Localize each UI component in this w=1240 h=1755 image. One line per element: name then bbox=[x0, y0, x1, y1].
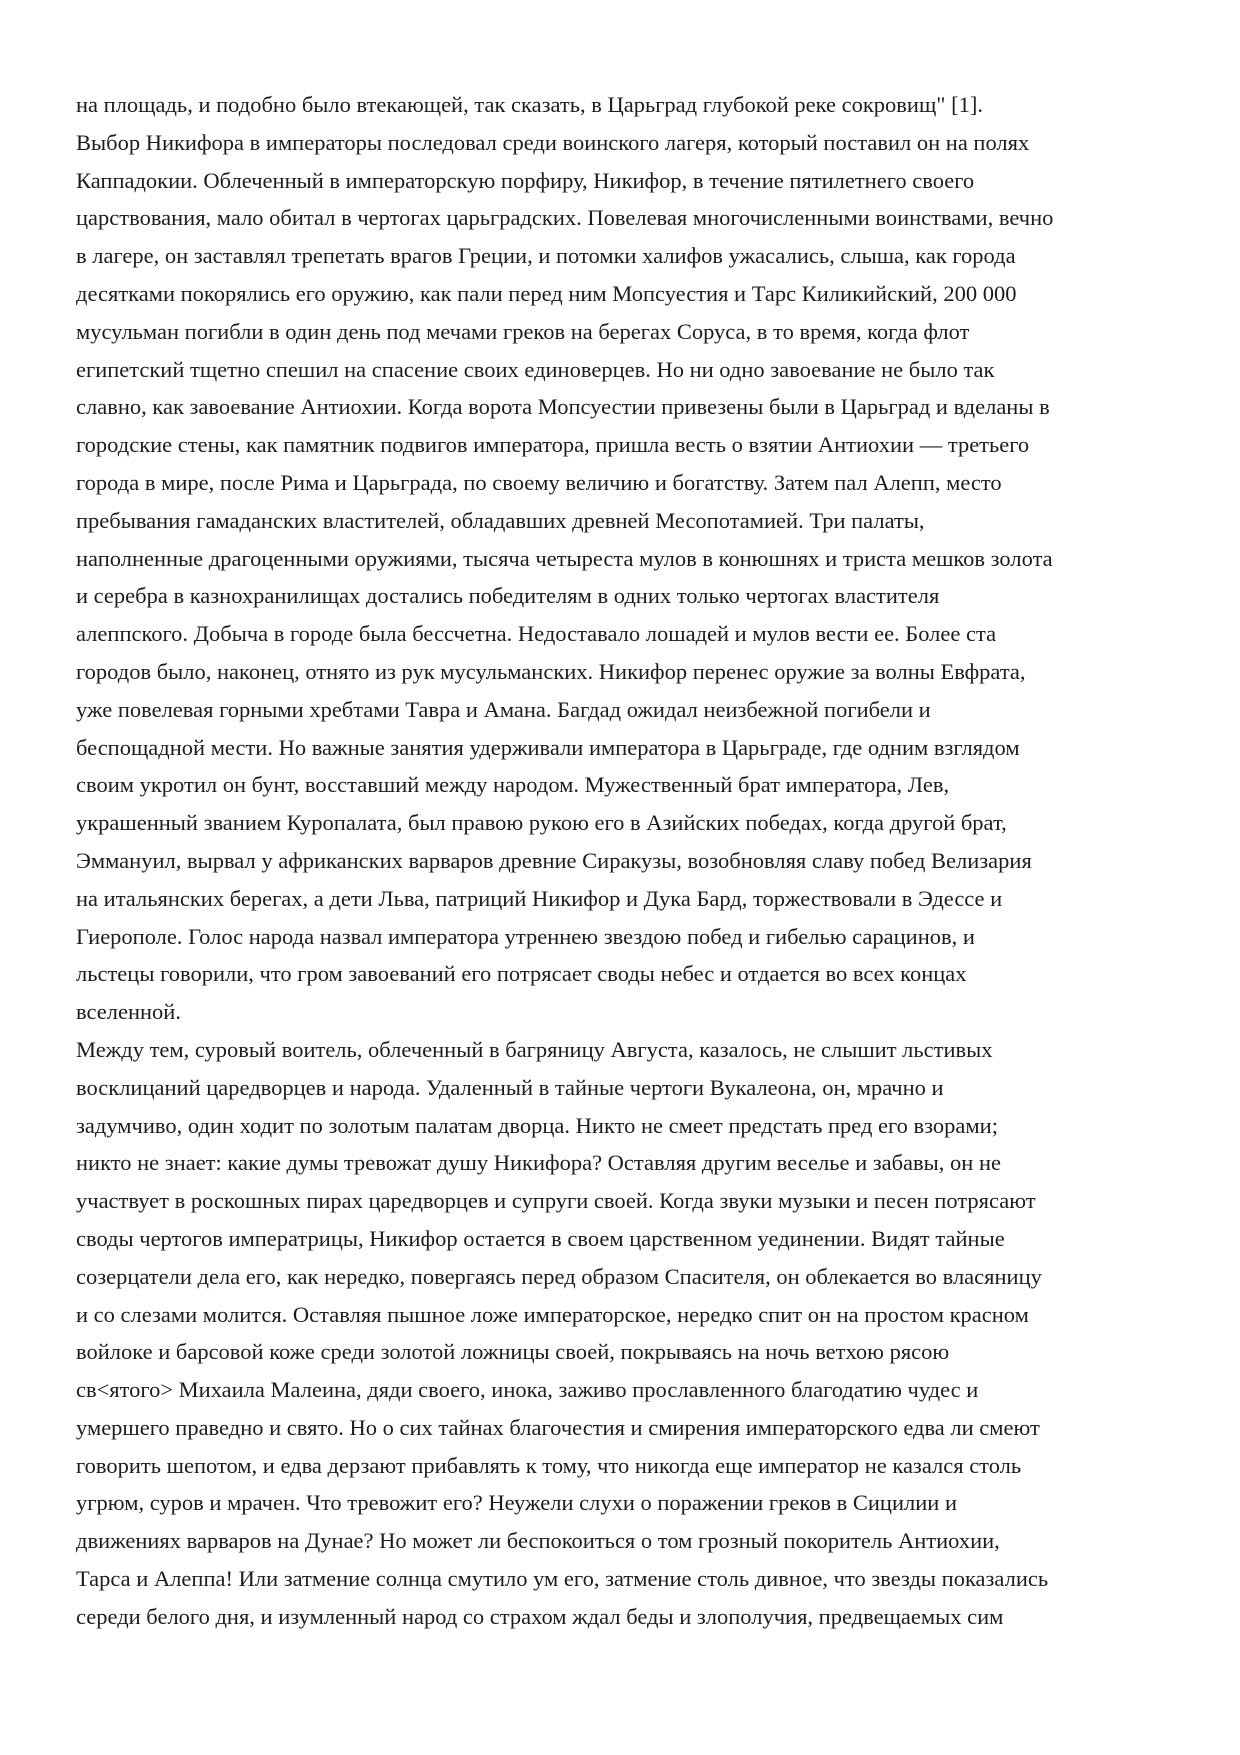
text-line: Каппадокии. Облеченный в императорскую порфиру, Никифор, в течение пятилетнего своего bbox=[76, 167, 975, 193]
text-line: восклицаний царедворцев и народа. Удаленный в тайные чертоги Вукалеона, он, мрачно и bbox=[76, 1074, 944, 1100]
text-line: угрюм, суров и мрачен. Что тревожит его? Неужели слухи о поражении греков в Сицилии и bbox=[76, 1490, 957, 1516]
text-line: царствования, мало обитал в чертогах царьградских. Повелевая многочисленными воинствами, вечно bbox=[76, 205, 1054, 231]
text-line: городов было, наконец, отнято из рук мусульманских. Никифор перенес оружие за волны Евфрата, bbox=[76, 658, 1026, 684]
text-line: вселенной. bbox=[76, 999, 181, 1025]
text-line: и со слезами молится. Оставляя пышное ложе императорское, нередко спит он на простом красном bbox=[76, 1301, 1029, 1327]
text-line: Выбор Никифора в императоры последовал среди воинского лагеря, который поставил он на полях bbox=[76, 129, 1030, 155]
text-line: никто не знает: какие думы тревожат душу Никифора? Оставляя другим веселье и забавы, он не bbox=[76, 1150, 1001, 1176]
text-line: середи белого дня, и изумленный народ со страхом ждал беды и злополучия, предвещаемых сим bbox=[76, 1603, 1004, 1629]
text-line: в лагере, он заставлял трепетать врагов Греции, и потомки халифов ужасались, слыша, как города bbox=[76, 243, 1016, 269]
text-line: городские стены, как памятник подвигов императора, пришла весть о взятии Антиохии — третьего bbox=[76, 432, 1030, 458]
text-line: уже повелевая горными хребтами Тавра и Амана. Багдад ожидал неизбежной погибели и bbox=[76, 696, 931, 722]
text-line: и серебра в казнохранилищах достались победителям в одних только чертогах властителя bbox=[76, 583, 940, 609]
text-line: говорить шепотом, и едва дерзают прибавлять к тому, что никогда еще император не казался столь bbox=[76, 1452, 1022, 1478]
text-line: своим укротил он бунт, восставший между народом. Мужественный брат императора, Лев, bbox=[76, 772, 950, 798]
text-line: мусульман погибли в один день под мечами греков на берегах Соруса, в то время, когда флот bbox=[76, 318, 970, 344]
text-line: умершего праведно и свято. Но о сих тайнах благочестия и смирения императорского едва ли смеют bbox=[76, 1414, 1040, 1440]
text-line: десятками покорялись его оружию, как пали перед ним Мопсуестия и Тарс Киликийский, 200 000 bbox=[76, 280, 1017, 306]
text-line: наполненные драгоценными оружиями, тысяча четыреста мулов в конюшнях и триста мешков золота bbox=[76, 545, 1053, 571]
text-line: льстецы говорили, что гром завоеваний его потрясает своды небес и отдается во всех концах bbox=[76, 961, 967, 987]
text-line: украшенный званием Куропалата, был правою рукою его в Азийских победах, когда другой брат, bbox=[76, 810, 1007, 836]
text-line: участвует в роскошных пирах царедворцев и супруги своей. Когда звуки музыки и песен потрясают bbox=[76, 1188, 1036, 1214]
text-line: Тарса и Алеппа! Или затмение солнца смутило ум его, затмение столь дивное, что звезды показались bbox=[76, 1566, 1049, 1592]
text-line: славно, как завоевание Антиохии. Когда ворота Мопсуестии привезены были в Царьград и вделаны в bbox=[76, 394, 1050, 420]
text-line: своды чертогов императрицы, Никифор остается в своем царственном уединении. Видят тайные bbox=[76, 1225, 1005, 1251]
body-text bbox=[76, 86, 1186, 1636]
text-line: Гиерополе. Голос народа назвал императора утреннею звездою побед и гибелью сарацинов, и bbox=[76, 923, 975, 949]
text-line: движениях варваров на Дунае? Но может ли беспокоиться о том грозный покоритель Антиохии, bbox=[76, 1528, 1000, 1554]
text-line: св<ятого> Михаила Малеина, дяди своего, инока, заживо прославленного благодатию чудес и bbox=[76, 1377, 979, 1403]
text-line: алеппского. Добыча в городе была бессчетна. Недоставало лошадей и мулов вести ее. Более ста bbox=[76, 621, 997, 647]
text-line: египетский тщетно спешил на спасение своих единоверцев. Но ни одно завоевание не было так bbox=[76, 356, 995, 382]
text-line: на площадь, и подобно было втекающей, так сказать, в Царьград глубокой реке сокровищ" [1]. bbox=[76, 92, 983, 117]
text-line: города в мире, после Рима и Царьграда, по своему величию и богатству. Затем пал Алепп, место bbox=[76, 469, 1002, 495]
text-line: на итальянских берегах, а дети Льва, патриций Никифор и Дука Бард, торжествовали в Эдессе и bbox=[76, 885, 1003, 911]
text-line: Между тем, суровый воитель, облеченный в багряницу Августа, казалось, не слышит льстивых bbox=[76, 1036, 993, 1062]
text-line: беспощадной мести. Но важные занятия удерживали императора в Царьграде, где одним взглядом bbox=[76, 734, 1020, 760]
text-line: Эммануил, вырвал у африканских варваров древние Сиракузы, возобновляя славу побед Велизария bbox=[76, 847, 1032, 873]
text-line: пребывания гамаданских властителей, обладавших древней Месопотамией. Три палаты, bbox=[76, 507, 925, 533]
text-line: созерцатели дела его, как нередко, повергаясь перед образом Спасителя, он облекается во власяницу bbox=[76, 1263, 1042, 1289]
text-line: задумчиво, один ходит по золотым палатам дворца. Никто не смеет предстать пред его взорами; bbox=[76, 1112, 998, 1138]
text-line: войлоке и барсовой коже среди золотой ложницы своей, покрываясь на ночь ветхою рясою bbox=[76, 1339, 950, 1365]
